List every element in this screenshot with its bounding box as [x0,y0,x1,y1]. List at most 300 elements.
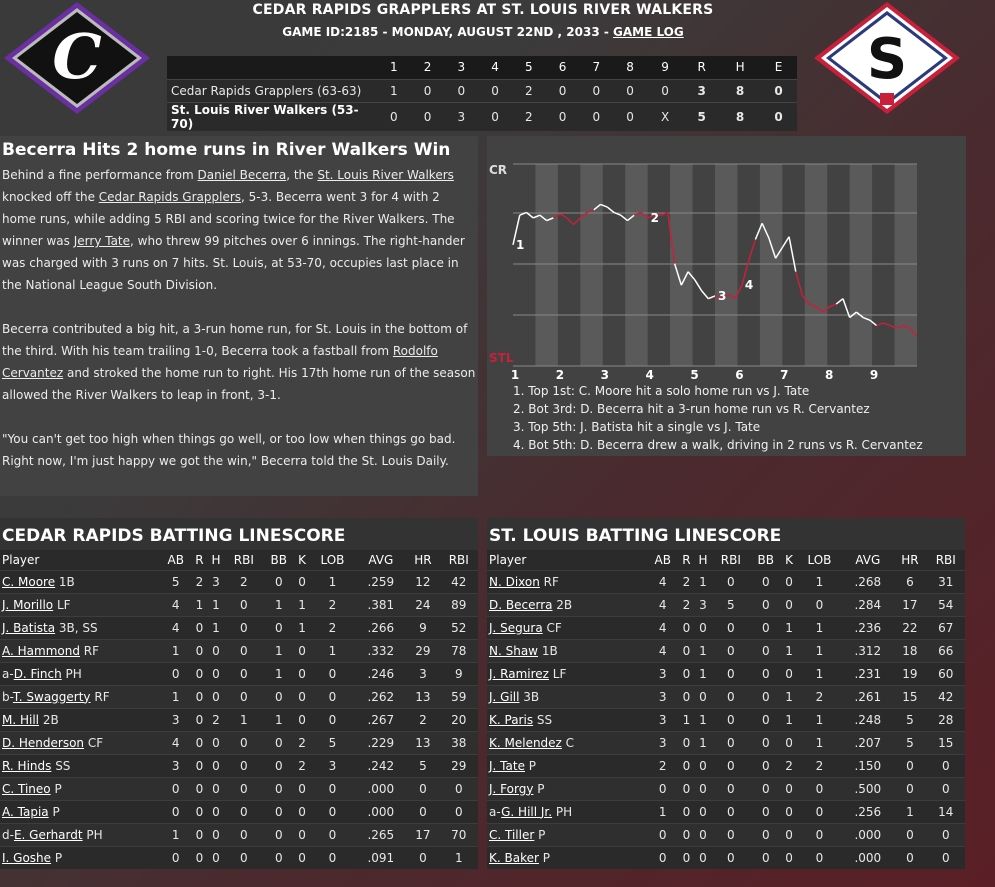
player-position: P [51,850,63,865]
inning-label: 9 [869,368,879,382]
story-link[interactable]: Cedar Rapids Grapplers [98,190,242,204]
linescore-header-2: 2 [411,56,445,79]
inning-label: 6 [735,368,744,382]
linescore-header-e: E [760,56,797,79]
player-name-link[interactable]: J. Gill [489,689,520,704]
player-position: P [534,827,546,842]
game-id-date: GAME ID:2185 - MONDAY, AUGUST 22ND , 2033 - [282,25,613,39]
batting-stat-lob: 0 [310,662,356,685]
batting-row [487,570,965,593]
batting-stat-k: 2 [295,731,310,754]
batting-row [487,662,965,685]
batting-stat-hr: 0 [893,754,926,777]
player-name-link[interactable]: D. Becerra [489,597,553,612]
batting-stat-k: 1 [782,639,797,662]
batting-stat-k: 0 [782,777,797,800]
batting-stat-avg: .268 [842,570,893,593]
key-event-item: 2. Bot 3rd: D. Becerra hit a 3-run home run vs R. Cervantez [513,402,870,416]
batting-stat-rbi: 0 [225,593,263,616]
batting-header-h: H [694,550,711,570]
player-name-link[interactable]: C. Tiller [489,827,535,842]
batting-stat-h: 3 [694,593,711,616]
batting-stat-r: 1 [678,708,694,731]
linescore-header-8: 8 [613,56,647,79]
batting-player-cell [0,616,160,639]
batting-stat-lob: 0 [797,800,843,823]
batting-stat-ab: 1 [160,639,191,662]
batting-stat-h: 0 [207,685,224,708]
player-position: CF [84,735,104,750]
batting-stat-r: 0 [678,777,694,800]
batting-stat-ab: 1 [160,823,191,846]
batting-stat-bb: 0 [263,777,294,800]
batting-stat-h: 0 [694,616,711,639]
story-headline: Becerra Hits 2 home runs in River Walkers Win [2,140,451,160]
batting-stat-rbi2: 0 [927,777,965,800]
batting-header-avg: AVG [842,550,893,570]
batting-stat-ab: 0 [647,846,678,869]
batting-stat-bb: 1 [263,593,294,616]
batting-stat-rbi2: 42 [440,570,478,593]
player-name-link[interactable]: K. Paris [489,712,534,727]
batting-row [0,823,478,846]
batting-stat-ab: 0 [647,823,678,846]
batting-header-ab: AB [160,550,191,570]
player-name-link[interactable]: C. Moore [2,574,56,589]
story-paragraph-1: Behind a fine performance from Daniel Becerra, the St. Louis River Walkers knocked off the Cedar Rapids Grapplers, 5-3. Becerra went 3 for 4 with 2 home runs, while adding 5 RBI and scoring twice for the River Walkers. The winner was Jerry Tate, who threw 99 pitches over 6 innings. The right-hander was charged with 3 runs on 7 hits. St. Louis, at 53-70, occupies last place in the National League South Division. [2,168,465,292]
inning-band [670,164,692,366]
batting-player-cell [487,662,647,685]
batting-stat-hr: 22 [893,616,926,639]
batting-stat-bb: 0 [263,616,294,639]
home-batting-box [487,518,965,869]
player-name-link[interactable]: J. Batista [2,620,56,635]
batting-stat-bb: 0 [750,731,781,754]
player-position: SS [51,758,71,773]
batting-stat-lob: 0 [797,823,843,846]
player-name-link[interactable]: N. Shaw [489,643,538,658]
batting-stat-r: 0 [678,731,694,754]
batting-stat-rbi2: 67 [927,616,965,639]
player-position: PH [552,804,573,819]
batting-stat-rbi: 0 [225,800,263,823]
batting-stat-r: 0 [191,708,207,731]
linescore-header-7: 7 [579,56,613,79]
batting-stat-h: 1 [694,570,711,593]
batting-stat-hr: 17 [893,593,926,616]
batting-stat-r: 0 [191,800,207,823]
batting-stat-bb: 0 [750,708,781,731]
player-name-link[interactable]: K. Melendez [489,735,562,750]
wp-line-segment [829,304,836,307]
player-position: LF [548,666,567,681]
batting-stat-lob: 2 [797,754,843,777]
player-name-link[interactable]: J. Segura [489,620,543,635]
game-header [168,2,798,39]
batting-stat-avg: .262 [355,685,406,708]
batting-stat-lob: 1 [310,570,356,593]
batting-stat-hr: 2 [406,708,439,731]
batting-stat-avg: .242 [355,754,406,777]
batting-player-cell [0,777,160,800]
batting-player-cell [0,570,160,593]
batting-stat-hr: 0 [893,846,926,869]
batting-stat-lob: 0 [310,800,356,823]
linescore-inning-runs: 0 [444,79,478,102]
batting-stat-rbi2: 54 [927,593,965,616]
batting-stat-r: 0 [678,846,694,869]
batting-stat-bb: 0 [750,846,781,869]
batting-stat-k: 0 [295,662,310,685]
batting-stat-r: 2 [678,570,694,593]
story-link[interactable]: St. Louis River Walkers [317,168,454,182]
linescore-away-row [167,79,797,102]
batting-stat-hr: 0 [406,800,439,823]
batting-player-cell [0,685,160,708]
batting-row [487,823,965,846]
batting-stat-ab: 4 [647,639,678,662]
player-name-link[interactable]: G. Hill Jr. [501,804,553,819]
wp-line-segment [560,214,567,218]
batting-player-cell [0,823,160,846]
batting-stat-r: 0 [191,731,207,754]
batting-stat-rbi: 0 [712,662,750,685]
player-name-link[interactable]: R. Hinds [2,758,52,773]
story-paragraph-2: Becerra contributed a big hit, a 3-run home run, for St. Louis in the bottom of the third. With his team trailing 1-0, Becerra took a fastball from Rodolfo Cervantez and stroked the home run to right. His 17th home run of the season allowed the River Walkers to leap in front, 3-1. [2,322,476,402]
batting-player-cell [487,616,647,639]
linescore-inning-runs: 0 [546,102,580,131]
batting-row [0,593,478,616]
batting-stat-rbi2: 59 [440,685,478,708]
batting-stat-hr: 5 [893,731,926,754]
batting-stat-lob: 1 [797,708,843,731]
linescore-inning-runs: 2 [512,102,546,131]
batting-stat-ab: 5 [160,570,191,593]
wp-line-segment [877,323,884,326]
game-log-link[interactable]: GAME LOG [613,25,684,39]
player-position: CF [542,620,562,635]
story-link[interactable]: Jerry Tate [73,234,131,248]
batting-stat-rbi2: 15 [927,731,965,754]
player-name-link[interactable]: J. Tate [489,758,525,773]
batting-stat-rbi2: 29 [440,754,478,777]
batting-stat-lob: 0 [797,777,843,800]
batting-row [0,639,478,662]
linescore-header-r: R [683,56,720,79]
batting-stat-r: 0 [678,800,694,823]
batting-header-bb: BB [750,550,781,570]
batting-stat-avg: .231 [842,662,893,685]
batting-stat-rbi: 0 [225,846,263,869]
batting-stat-rbi2: 9 [440,662,478,685]
player-position: 2B [552,597,573,612]
linescore-inning-runs: X [647,102,683,131]
linescore-header-h: H [720,56,760,79]
story-link[interactable]: Daniel Becerra [197,168,287,182]
batting-stat-hr: 24 [406,593,439,616]
batting-stat-hr: 15 [893,685,926,708]
batting-stat-r: 2 [191,570,207,593]
batting-stat-hr: 13 [406,685,439,708]
batting-stat-h: 0 [207,823,224,846]
batting-stat-rbi: 0 [712,570,750,593]
key-event-item: 3. Top 5th: J. Batista hit a single vs J. Tate [513,420,761,434]
batting-stat-avg: .000 [842,846,893,869]
batting-stat-bb: 1 [263,662,294,685]
away-batting-box [0,518,478,869]
player-name-link[interactable]: J. Ramirez [489,666,549,681]
batting-header-rbi: RBI [712,550,750,570]
linescore-inning-runs: 0 [478,79,512,102]
batting-stat-rbi: 0 [712,731,750,754]
game-title: CEDAR RAPIDS GRAPPLERS AT ST. LOUIS RIVER WALKERS [252,2,714,18]
away-team-logo [2,0,152,116]
batting-stat-rbi: 1 [225,708,263,731]
player-position: P [48,804,60,819]
batting-header-r: R [678,550,694,570]
batting-stat-r: 0 [191,777,207,800]
batting-stat-r: 0 [191,616,207,639]
linescore-team-header [167,56,377,79]
batting-stat-k: 1 [782,616,797,639]
batting-stat-ab: 0 [160,662,191,685]
batting-stat-avg: .091 [355,846,406,869]
batting-header-lob: LOB [797,550,843,570]
batting-stat-hr: 0 [893,777,926,800]
player-name-link[interactable]: M. Hill [2,712,40,727]
batting-stat-ab: 2 [647,754,678,777]
inning-band [535,164,557,366]
batting-stat-avg: .150 [842,754,893,777]
batting-stat-bb: 0 [750,823,781,846]
batting-stat-lob: 1 [310,639,356,662]
batting-stat-h: 0 [694,685,711,708]
batting-stat-rbi2: 20 [440,708,478,731]
batting-player-cell [487,570,647,593]
batting-stat-rbi2: 28 [927,708,965,731]
batting-stat-avg: .229 [355,731,406,754]
player-name-link[interactable]: N. Dixon [489,574,540,589]
linescore-r: 3 [683,79,720,102]
batting-stat-ab: 0 [160,800,191,823]
batting-stat-hr: 29 [406,639,439,662]
player-name-link[interactable]: J. Morillo [2,597,54,612]
batting-stat-lob: 0 [310,685,356,708]
player-position: PH [82,827,103,842]
player-name-link[interactable]: K. Baker [489,850,539,865]
batting-stat-rbi2: 66 [927,639,965,662]
batting-stat-r: 1 [191,593,207,616]
batting-row [487,777,965,800]
batting-stat-h: 0 [207,800,224,823]
batting-row [0,708,478,731]
batting-stat-h: 0 [207,846,224,869]
sub-prefix: b- [2,689,13,704]
batting-stat-hr: 0 [893,823,926,846]
batting-player-cell [487,823,647,846]
player-name-link[interactable]: I. Goshe [2,850,52,865]
batting-stat-bb: 0 [263,685,294,708]
linescore-home-row [167,102,797,131]
batting-stat-rbi: 2 [225,570,263,593]
batting-stat-hr: 19 [893,662,926,685]
key-events-list [513,382,923,454]
batting-stat-r: 0 [678,616,694,639]
batting-stat-avg: .256 [842,800,893,823]
inning-label: 4 [645,368,654,382]
batting-stat-ab: 4 [647,593,678,616]
batting-stat-bb: 0 [263,570,294,593]
chart-bottom-label: STL [489,351,514,365]
batting-stat-avg: .000 [355,777,406,800]
win-probability-chart [487,136,966,382]
batting-stat-avg: .259 [355,570,406,593]
player-name-link[interactable]: C. Tineo [2,781,51,796]
batting-row [0,616,478,639]
batting-row [487,800,965,823]
batting-stat-bb: 0 [750,777,781,800]
batting-header-hr: HR [406,550,439,570]
away-batting-title: CEDAR RAPIDS BATTING LINESCORE [0,518,478,550]
batting-stat-h: 1 [207,616,224,639]
batting-stat-lob: 1 [797,662,843,685]
player-name-link[interactable]: E. Gerhardt [13,827,83,842]
linescore-inning-runs: 0 [546,79,580,102]
linescore-e: 0 [760,102,797,131]
batting-player-cell [0,708,160,731]
batting-stat-lob: 1 [797,731,843,754]
batting-stat-ab: 4 [160,593,191,616]
batting-stat-avg: .236 [842,616,893,639]
inning-label: 1 [510,368,520,382]
batting-stat-r: 0 [678,754,694,777]
batting-stat-avg: .500 [842,777,893,800]
batting-stat-avg: .248 [842,708,893,731]
batting-stat-h: 2 [207,708,224,731]
batting-header-ab: AB [647,550,678,570]
player-position: RF [539,574,559,589]
batting-stat-h: 1 [694,662,711,685]
batting-stat-h: 3 [207,570,224,593]
batting-stat-rbi2: 60 [927,662,965,685]
batting-stat-rbi2: 31 [927,570,965,593]
batting-stat-lob: 0 [310,708,356,731]
wp-line-segment [782,237,789,248]
player-name-link[interactable]: A. Hammond [2,643,80,658]
batting-stat-hr: 9 [406,616,439,639]
batting-header-bb: BB [263,550,294,570]
player-position: RF [79,643,100,658]
player-position: LF [53,597,71,612]
home-logo-letter: S [866,27,908,92]
batting-header-k: K [295,550,310,570]
batting-stat-lob: 2 [310,616,356,639]
inning-band [760,164,782,366]
linescore-inning-runs: 0 [613,79,647,102]
wp-line-segment [702,291,709,299]
batting-stat-lob: 2 [797,685,843,708]
batting-stat-lob: 1 [797,616,843,639]
batting-stat-h: 1 [694,639,711,662]
player-position: 2B [39,712,59,727]
batting-row [0,662,478,685]
batting-stat-r: 0 [191,754,207,777]
game-linescore [167,56,797,131]
batting-player-cell [0,731,160,754]
inning-label: 2 [555,368,565,382]
batting-row [487,639,965,662]
batting-stat-h: 1 [694,731,711,754]
inning-label: 8 [825,368,834,382]
batting-stat-h: 0 [694,846,711,869]
batting-stat-h: 0 [207,639,224,662]
batting-stat-bb: 1 [263,708,294,731]
linescore-inning-runs: 1 [377,79,411,102]
batting-stat-rbi: 0 [225,823,263,846]
batting-stat-k: 0 [782,731,797,754]
batting-stat-rbi: 5 [712,593,750,616]
batting-row [0,777,478,800]
batting-stat-avg: .000 [355,800,406,823]
batting-stat-r: 0 [678,685,694,708]
inning-band [895,164,917,366]
linescore-r: 5 [683,102,720,131]
batting-row [487,731,965,754]
batting-stat-bb: 0 [750,754,781,777]
batting-stat-rbi: 0 [225,777,263,800]
batting-stat-hr: 5 [893,708,926,731]
batting-stat-r: 0 [678,639,694,662]
batting-row [487,616,965,639]
linescore-inning-runs: 0 [478,102,512,131]
player-name-link[interactable]: A. Tapia [2,804,49,819]
batting-player-cell [0,846,160,869]
batting-stat-hr: 17 [406,823,439,846]
batting-header-lob: LOB [310,550,356,570]
player-name-link[interactable]: T. Swaggerty [12,689,91,704]
batting-stat-ab: 3 [160,708,191,731]
batting-stat-ab: 3 [647,685,678,708]
batting-stat-k: 0 [782,823,797,846]
batting-row [487,593,965,616]
player-name-link[interactable]: J. Forgy [489,781,534,796]
batting-stat-rbi: 0 [225,685,263,708]
player-position: RF [90,689,110,704]
batting-stat-k: 0 [295,823,310,846]
player-position: 3B [519,689,540,704]
batting-stat-h: 0 [207,777,224,800]
batting-stat-hr: 13 [406,731,439,754]
batting-stat-rbi: 0 [225,754,263,777]
batting-stat-hr: 12 [406,570,439,593]
wp-line-segment [749,239,756,261]
player-name-link[interactable]: D. Henderson [2,735,85,750]
wp-line-segment [607,207,614,212]
batting-stat-lob: 0 [797,593,843,616]
linescore-team-name: Cedar Rapids Grapplers (63-63) [167,79,377,102]
inning-band [580,164,602,366]
linescore-inning-runs: 0 [579,102,613,131]
story-link[interactable]: Rodolfo Cervantez [2,344,438,380]
batting-stat-rbi2: 0 [440,777,478,800]
player-name-link[interactable]: D. Finch [13,666,62,681]
batting-header-avg: AVG [355,550,406,570]
batting-stat-hr: 0 [406,846,439,869]
batting-row [0,685,478,708]
batting-player-cell [487,846,647,869]
batting-stat-lob: 2 [310,593,356,616]
linescore-header-5: 5 [512,56,546,79]
